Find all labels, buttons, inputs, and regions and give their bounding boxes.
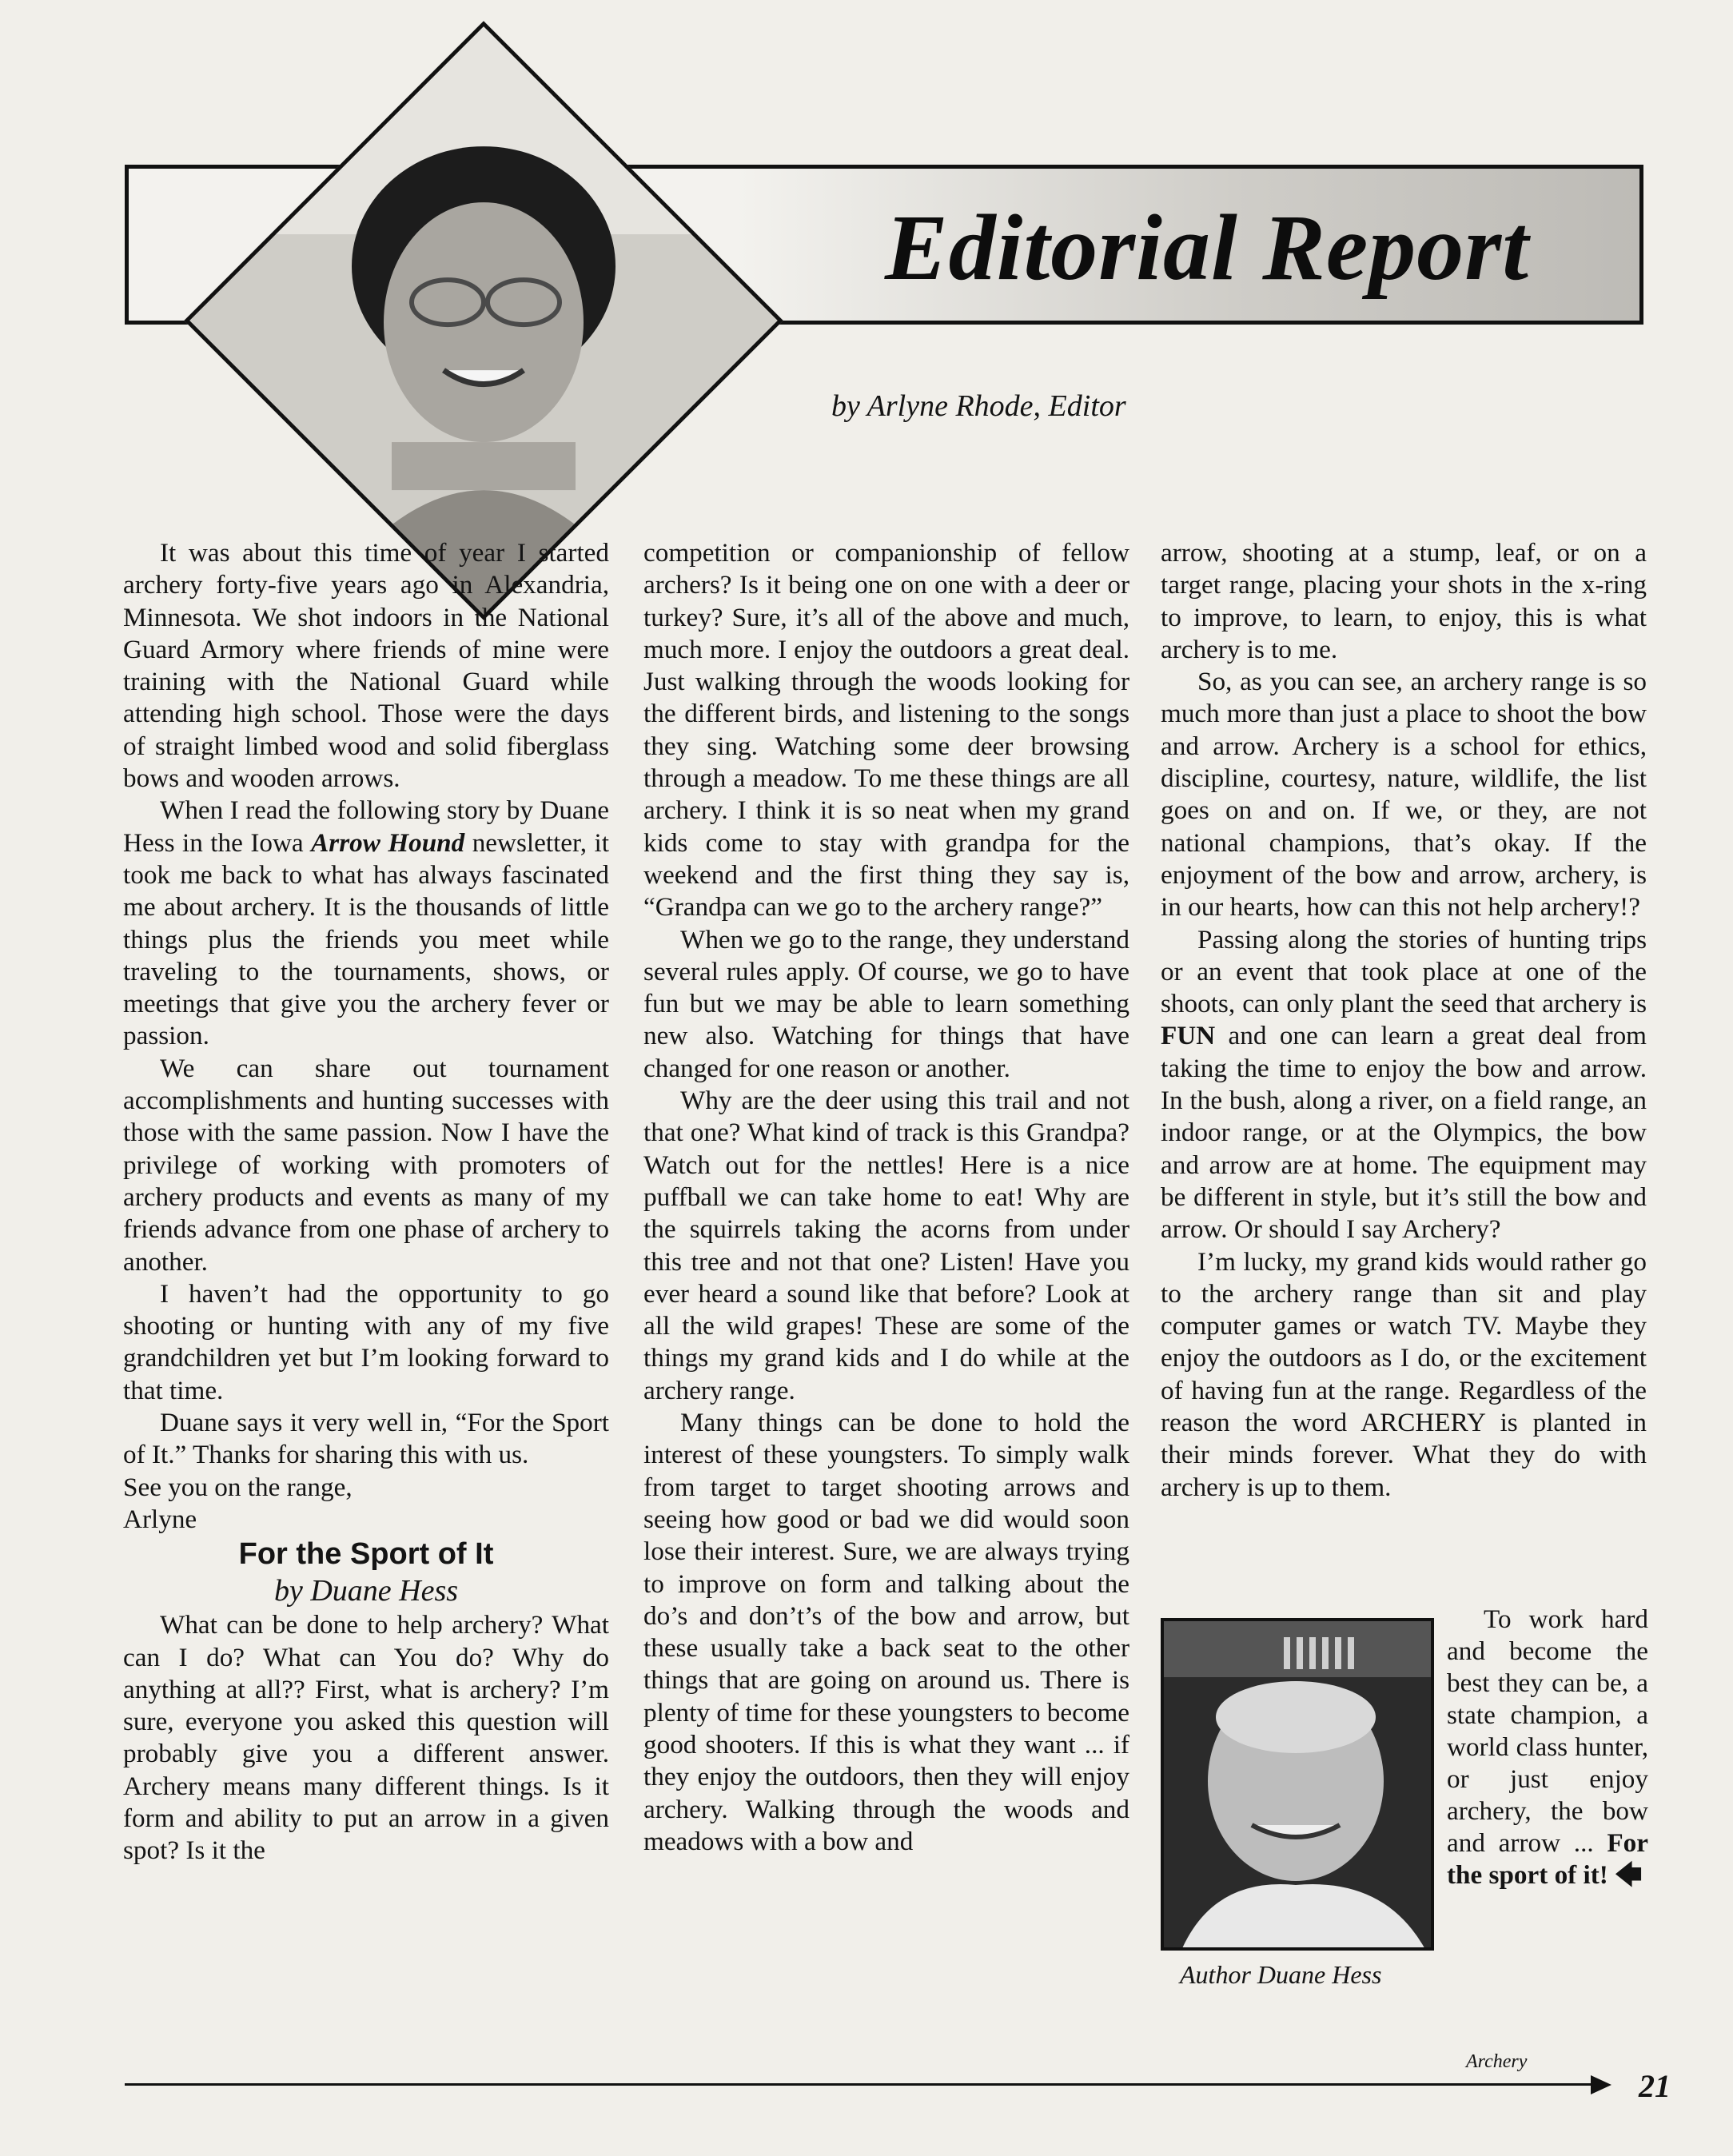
paragraph: Many things can be done to hold the interest of these youngsters. To simply walk from target to target shooting arrows and seeing how good or bad we did would soon lose their interest. Sure, we are always trying to improve on form and talking about the do’s and don’t’s of the bow and arrow, but these usually take a back seat to the other things that are going on around us. There is plenty of time for these youngsters to become good shooters. If this is what they want ... if they enjoy the outdoors, then they will enjoy archery. Walking through the woods and meadows with a bow and — [643, 1408, 1129, 1856]
paragraph: So, as you can see, an archery range is so much more than just a place to shoot the bow and arrow. Archery is a school for ethics, discipline, courtesy, nature, wildlife, the list goes on and on. If we, or they, are not national champions, that’s okay. If the enjoyment of the bow and arrow, archery, is in our hearts, how can this not help archery!? — [1161, 667, 1647, 923]
article-column-2 — [643, 537, 1129, 1858]
paragraph: competition or companionship of fellow archers? Is it being one on one with a deer or turkey? Sure, it’s all of the above and much, much more. I enjoy the outdoors a great deal. Just walking through the woods looking for the different birds, and listening to the songs they sing. Watching some deer browsing through a meadow. To me these things are all archery. I think it is so neat when my grand kids come to stay with grandpa for the weekend and the first thing they say is, “Grandpa can we go to the archery range?” — [643, 538, 1129, 923]
paragraph: We can share out tournament accomplishments and hunting successes with those with the same passion. Now I have the privilege of working with promoters of archery products and events as many of my friends advance from one phase of archery to another. — [123, 1053, 609, 1277]
emphasis-fun: FUN — [1161, 1021, 1216, 1051]
signoff-line: See you on the range, — [123, 1472, 353, 1502]
page-number: 21 — [1639, 2068, 1671, 2104]
paragraph: Duane says it very well in, “For the Sport of It.” Thanks for sharing this with us. — [123, 1408, 609, 1470]
paragraph: arrow, shooting at a stump, leaf, or on a target range, placing your shots in the x-ring to improve, to learn, to enjoy, this is what archery is to me. — [1161, 538, 1647, 664]
photo-wrap-text — [1447, 1604, 1648, 1891]
paragraph: What can be done to help archery? What can I do? What can You do? Why do anything at all?? First, what is archery? I’m sure, everyone you asked this question will probably give you a different answer. Archery means many different things. Is it form and ability to put an arrow in a given spot? Is it the — [123, 1610, 609, 1866]
author-photo — [1161, 1618, 1434, 1951]
editor-portrait — [184, 21, 783, 620]
text-span: Passing along the stories of hunting trips or an event that took place at one of the shoots, can only plant the seed that archery is — [1161, 924, 1647, 1019]
paragraph: I haven’t had the opportunity to go shooting or hunting with any of my five grandchildren yet but I’m looking forward to that time. — [123, 1278, 609, 1405]
paragraph: Why are the deer using this trail and not that one? What kind of track is this Grandpa? Watch out for the nettles! Here is a nice puffball we can take home to eat! Why are the squirrels taking the acorns from under this tree and not that one? Listen! Have you ever heard a sound like that before? Look at all the wild grapes! These are some of the things my grand kids and I do while at the archery range. — [643, 1086, 1129, 1405]
text-span: To work hard and become the best they can be, a state champion, a world class hunter, or just enjoy archery, the bow and arrow ... — [1447, 1604, 1648, 1858]
paragraph — [123, 795, 609, 1052]
newsletter-name: Arrow Hound — [311, 827, 465, 858]
signoff-name: Arlyne — [123, 1504, 197, 1534]
left-arrow-icon: 🡄 — [1615, 1860, 1643, 1890]
paragraph: When we go to the range, they understand several rules apply. Of course, we go to have fun but we may be able to learn something new also. Watching for things that have changed for one reason or another. — [643, 924, 1129, 1083]
paragraph: It was about this time of year I started archery forty-five years ago in Alexandria, Minnesota. We shot indoors in the National Guard Armory where friends of mine were training with the National Guard while attending high school. Those were the days of straight limbed wood and solid fiberglass bows and wooden arrows. — [123, 538, 609, 794]
text-span: and one can learn a great deal from taking the time to enjoy the bow and arrow. In the bush, along a river, on a field range, an indoor range, or at the Olympics, the bow and arrow are at home. The equipment may be different in style, but it’s still the bow and arrow. Or should I say Archery? — [1161, 1021, 1647, 1245]
editor-byline: by Arlyne Rhode, Editor — [831, 389, 1126, 423]
closing-phrase: For the sport of it! — [1447, 1828, 1648, 1890]
page-title: Editorial Report — [884, 195, 1530, 300]
editor-portrait-illustration — [184, 26, 783, 620]
photo-caption: Author Duane Hess — [1180, 1960, 1382, 1989]
footer-rule — [125, 2083, 1596, 2086]
text-span: When I read the following story by Duane Hess in the Iowa — [123, 795, 609, 858]
story-byline: by Duane Hess — [273, 1574, 459, 1608]
story-title: For the Sport of It — [238, 1537, 494, 1572]
article-column-1 — [123, 537, 609, 1867]
article-column-3 — [1161, 537, 1647, 1504]
text-span: newsletter, it took me back to what has always fascinated me about archery. It is the thousands of little things plus the friends you meet while traveling to the tournaments, shows, or meetings that give you the archery fever or passion. — [123, 827, 609, 1051]
author-photo-illustration — [1164, 1621, 1434, 1951]
footer-magazine-name: Archery — [1466, 2051, 1528, 2072]
paragraph — [1447, 1604, 1648, 1891]
paragraph — [1161, 924, 1647, 1246]
footer-arrow-icon — [1591, 2075, 1611, 2094]
paragraph: I’m lucky, my grand kids would rather go to the archery range than sit and play computer games or watch TV. Maybe they enjoy the outdoors as I do, or the excitement of having fun at the range. Regardless of the reason the word ARCHERY is planted in their minds forever. What they do with archery is up to them. — [1161, 1246, 1647, 1502]
